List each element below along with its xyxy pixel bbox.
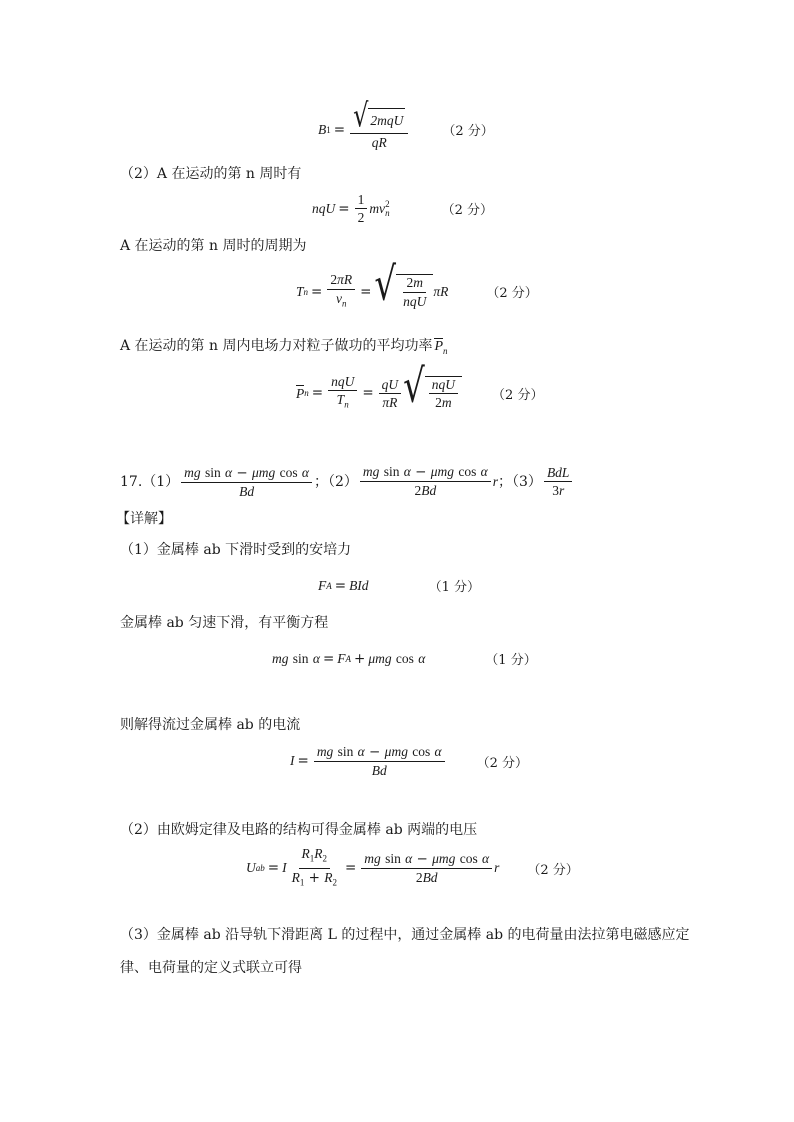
paragraph-s4: （2）由欧姆定律及电路的结构可得金属棒 ab 两端的电压 — [120, 822, 478, 838]
paragraph-s5: （3）金属棒 ab 沿导轨下滑距离 L 的过程中，通过金属棒 ab 的电荷量由法拉第电磁感应定 — [120, 927, 690, 943]
equation-b1: B 1 = √ 2mqU qR （2 分） — [318, 96, 494, 150]
q17-sep3: ；（3） — [498, 473, 542, 490]
q17-sep2: ；（2） — [314, 473, 358, 490]
points-label: （2 分） — [527, 862, 579, 878]
points-label: （2 分） — [476, 755, 529, 771]
q17-label: 17.（1） — [120, 473, 180, 490]
paragraph-s2: 金属棒 ab 匀速下滑，有平衡方程 — [120, 615, 329, 631]
equation-voltage: U ab = I $\frac{R_1R_2}{R_1 + R_2}$ = $\frac{\text{mg sin α − μmg cos α}}{2Bd}$ r （2 分） — [246, 846, 579, 888]
equation-balance: mg sin α = F A + μmg cos α （1 分） — [272, 650, 537, 668]
points-label: （2 分） — [441, 203, 493, 218]
points-label: （1 分） — [428, 580, 480, 595]
points-label: （2 分） — [492, 387, 544, 403]
equation-period: T n = $\frac{2\pi R}{v_n}$ = √ $\frac{2m}{\text{nqU}}$ πR （2 分） — [296, 258, 538, 313]
paragraph-s6: 律、电荷量的定义式联立可得 — [120, 960, 302, 976]
points-label: （2 分） — [442, 124, 494, 139]
paragraph-power-intro: A 在运动的第 n 周内电场力对粒子做功的平均功率 $P_n$ — [120, 338, 448, 356]
paragraph-s3: 则解得流过金属棒 ab 的电流 — [120, 717, 301, 733]
points-label: （2 分） — [486, 286, 538, 302]
q17-answer-line: 17.（1） $\frac{\text{mg sin α − μmg cos α}}{Bd}$ ；（2） $\frac{\text{mg sin α − μmg cos α}}{2Bd}$ r ；（3） $\frac{\text{BdL}}{3r}$ — [120, 464, 574, 499]
equation-energy: nqU = $\frac{1}{2}$ mv 2 n （2 分） — [312, 192, 493, 225]
points-label: （1 分） — [485, 653, 537, 668]
equation-power: P n = $\frac{\text{nqU}}{T_n}$ = $\frac{qU}{\pi R}$ √ $\frac{\text{nqU}}{2m}$ （2 分） — [296, 359, 544, 414]
paragraph-s1: （1）金属棒 ab 下滑时受到的安培力 — [120, 542, 352, 558]
equation-ampere-force: F A = BId （1 分） — [318, 577, 480, 595]
power-intro-text: A 在运动的第 n 周内电场力对粒子做功的平均功率 — [120, 338, 433, 354]
paragraph-period-intro: A 在运动的第 n 周时的周期为 — [120, 238, 307, 254]
detail-header: 【详解】 — [116, 511, 172, 527]
paragraph-p2-intro: （2）A 在运动的第 n 周时有 — [120, 166, 302, 182]
equation-current: I = $\frac{\text{mg sin α − μmg cos α}}{Bd}$ （2 分） — [290, 744, 529, 778]
